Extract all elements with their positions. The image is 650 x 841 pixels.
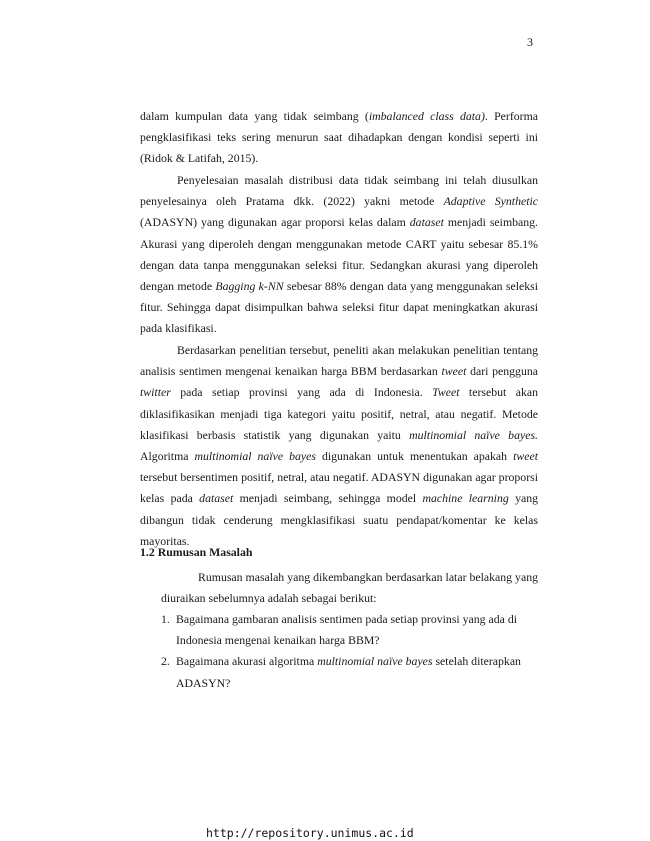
text-span: Penyelesaian masalah distribusi data tidak seimbang ini telah diusulkan penyelesainya oleh Pratama dkk. (2022) yakni metode: [140, 173, 538, 209]
text-span: tersebut akan diklasifikasikan menjadi tiga kategori yaitu positif, netral, atau negatif. Metode klasifikasi berbasis statistik yang digunakan yaitu: [140, 385, 538, 442]
italic-term: Bagging k-NN: [215, 279, 284, 294]
text-span: tersebut bersentimen positif, netral, atau negatif. ADASYN digunakan agar proporsi kelas pada: [140, 470, 538, 506]
text-span: dari pengguna: [466, 364, 538, 379]
italic-term: Tweet: [432, 385, 460, 400]
page-number: 3: [527, 35, 533, 49]
list-item-text: setelah diterapkan ADASYN?: [176, 654, 521, 690]
italic-term: multinomial naïve bayes: [194, 449, 316, 464]
list-item-text: Bagaimana akurasi algoritma: [176, 654, 318, 669]
italic-term: twitter: [140, 385, 171, 400]
text-span: (ADASYN) yang digunakan agar proporsi kelas dalam: [140, 215, 410, 230]
italic-term: dataset: [199, 491, 234, 506]
italic-term: tweet: [441, 364, 467, 379]
paragraph-adasyn-solution: [140, 170, 538, 340]
text-span: menjadi seimbang, sehingga model: [233, 491, 423, 506]
list-number: 1.: [161, 612, 170, 626]
paragraph-imbalanced-data: [140, 106, 538, 170]
text-span: Berdasarkan penelitian tersebut, peneliti akan melakukan penelitian tentang analisis sentimen mengenai kenaikan harga BBM berdasarkan: [140, 343, 538, 379]
italic-term: dataset: [409, 215, 444, 230]
section-heading: 1.2 Rumusan Masalah: [140, 545, 253, 559]
footer-repository-url[interactable]: http://repository.unimus.ac.id: [206, 826, 414, 840]
text-span: Algoritma: [140, 449, 195, 464]
text-span: dalam kumpulan data yang tidak seimbang (: [140, 109, 369, 123]
italic-term: multinomial naïve bayes.: [409, 427, 538, 442]
paragraph-problem-intro: Rumusan masalah yang dikembangkan berdasarkan latar belakang yang diuraikan sebelumnya adalah sebagai berikut:: [161, 570, 538, 606]
italic-term: Adaptive Synthetic: [443, 194, 538, 209]
text-span: sebesar 88% dengan data yang menggunakan seleksi fitur. Sehingga dapat disimpulkan bahwa seleksi fitur dapat meningkatkan akurasi pada klasifikasi.: [140, 279, 538, 336]
italic-term: machine learning: [422, 491, 509, 506]
list-number: 2.: [161, 654, 170, 669]
italic-term: tweet: [513, 449, 538, 464]
list-item: [161, 651, 538, 693]
paragraph-research-plan: [140, 340, 538, 552]
research-questions-list: [161, 609, 538, 694]
list-item: [161, 609, 538, 651]
list-item-text: Bagaimana gambaran analisis sentimen pada setiap provinsi yang ada di Indonesia mengenai kenaikan harga BBM?: [176, 612, 518, 648]
text-span: yang dibangun tidak cenderung mengklasifikasi suatu pendapat/komentar ke kelas mayoritas.: [140, 491, 539, 548]
text-span: digunakan untuk menentukan apakah: [315, 449, 514, 464]
text-span: . Performa pengklasifikasi teks sering menurun saat dihadapkan dengan kondisi seperti ini (Ridok & Latifah, 2015).: [140, 109, 538, 166]
text-span: menjadi seimbang. Akurasi yang diperoleh dengan menggunakan metode CART yaitu sebesar 85.1% dengan data tanpa menggunakan seleksi fitur. Sedangkan akurasi yang diperoleh dengan metode: [140, 215, 539, 294]
italic-term: multinomial naïve bayes: [317, 654, 433, 669]
text-span: pada setiap provinsi yang ada di Indonesia.: [170, 385, 433, 400]
italic-term: imbalanced class data): [368, 109, 485, 123]
